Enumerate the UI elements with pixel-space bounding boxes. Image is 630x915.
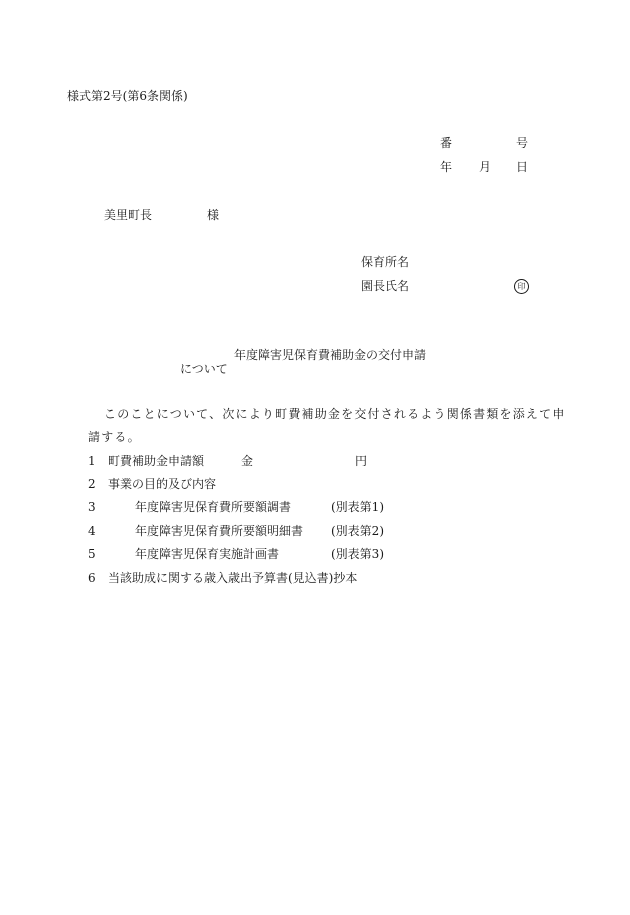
seal-mark	[514, 279, 529, 294]
subject-line-2: について	[180, 362, 228, 376]
number-label: 番	[440, 136, 453, 150]
seal-icon: 印	[514, 279, 529, 294]
item-number: 3	[88, 500, 96, 514]
number-suffix-label: 号	[516, 136, 529, 150]
item-text: 当該助成に関する歳入歳出予算書(見込書)抄本	[108, 571, 358, 585]
item-number: 5	[88, 547, 96, 561]
facility-name-label: 保育所名	[361, 255, 410, 269]
item-number: 1	[88, 454, 96, 468]
year-label: 年	[440, 160, 453, 174]
body-line-2: 請する。	[88, 430, 141, 444]
item-attachment-ref: (別表第1)	[331, 500, 384, 514]
item-number: 4	[88, 524, 96, 538]
subject-line-1: 年度障害児保育費補助金の交付申請	[234, 348, 427, 362]
item-text: 事業の目的及び内容	[108, 477, 217, 491]
item-text: 年度障害児保育費所要額調書	[135, 500, 292, 514]
addressee-name: 美里町長	[104, 208, 153, 222]
day-label: 日	[516, 160, 529, 174]
amount-prefix: 金	[241, 454, 254, 468]
item-number: 6	[88, 571, 96, 585]
item-text: 年度障害児保育実施計画書	[135, 547, 280, 561]
body-line-1: このことについて、次により町費補助金を交付されるよう関係書類を添えて申	[104, 407, 566, 421]
director-name-label: 園長氏名	[361, 279, 410, 293]
item-attachment-ref: (別表第2)	[331, 524, 384, 538]
item-number: 2	[88, 477, 96, 491]
item-text: 年度障害児保育費所要額明細書	[135, 524, 304, 538]
item-attachment-ref: (別表第3)	[331, 547, 384, 561]
item-text: 町費補助金申請額	[108, 454, 205, 468]
addressee-honorific: 様	[207, 208, 220, 222]
form-number: 様式第2号(第6条関係)	[67, 89, 188, 103]
month-label: 月	[479, 160, 492, 174]
amount-unit: 円	[355, 454, 368, 468]
